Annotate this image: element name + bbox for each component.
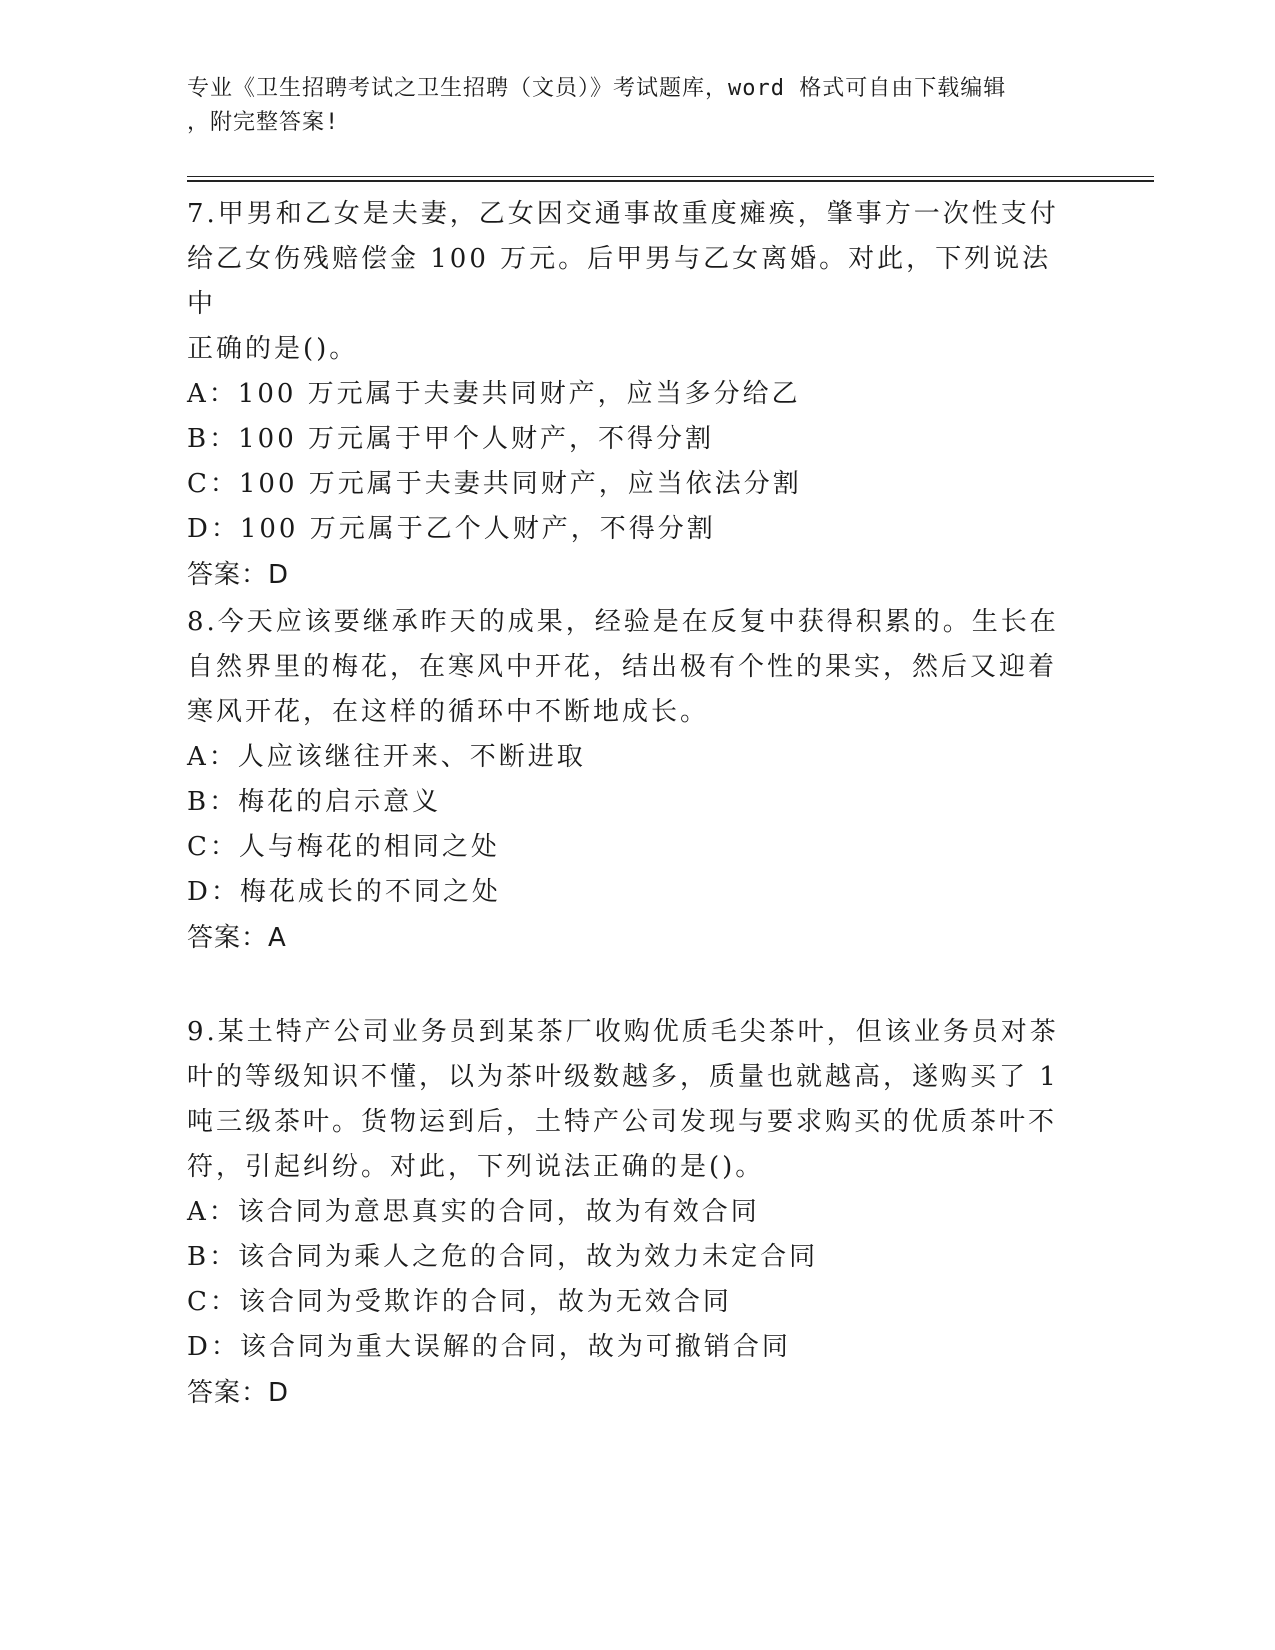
- question-8-stem-line-2: 自然界里的梅花，在寒风中开花，结出极有个性的果实，然后又迎着: [187, 652, 1058, 682]
- question-7-stem-line-2: 给乙女伤残赔偿金 100 万元。后甲男与乙女离婚。对此，下列说法中: [187, 244, 1052, 319]
- question-8-stem-line-3: 寒风开花，在这样的循环中不断地成长。: [187, 697, 710, 727]
- question-7-option-c: C：100 万元属于夫妻共同财产，应当依法分割: [187, 469, 802, 499]
- page-header: [187, 72, 1067, 140]
- question-7-option-b: B：100 万元属于甲个人财产，不得分割: [187, 424, 714, 454]
- header-rule-thick: [187, 180, 1154, 182]
- question-7-option-a: A：100 万元属于夫妻共同财产，应当多分给乙: [187, 379, 801, 409]
- question-9-stem-line-1: 9.某土特产公司业务员到某茶厂收购优质毛尖茶叶，但该业务员对茶: [187, 1017, 1059, 1047]
- question-8-stem-line-1: 8.今天应该要继承昨天的成果，经验是在反复中获得积累的。生长在: [187, 607, 1059, 637]
- question-9-stem-line-2: 叶的等级知识不懂，以为茶叶级数越多，质量也就越高，遂购买了 1: [187, 1062, 1059, 1092]
- question-8-answer: 答案：A: [187, 923, 287, 953]
- question-8-option-b: B：梅花的启示意义: [187, 787, 442, 817]
- question-9-stem-line-4: 符，引起纠纷。对此，下列说法正确的是()。: [187, 1152, 765, 1182]
- question-9-stem-line-3: 吨三级茶叶。货物运到后，土特产公司发现与要求购买的优质茶叶不: [187, 1107, 1058, 1137]
- question-8-option-d: D：梅花成长的不同之处: [187, 877, 501, 907]
- question-9-option-c: C：该合同为受欺诈的合同，故为无效合同: [187, 1287, 732, 1317]
- question-7-stem-line-1: 7.甲男和乙女是夫妻，乙女因交通事故重度瘫痪，肇事方一次性支付: [187, 199, 1059, 229]
- question-7-stem-line-3: 正确的是()。: [187, 334, 359, 364]
- header-line-1: 专业《卫生招聘考试之卫生招聘（文员）》考试题库，word 格式可自由下载编辑: [187, 76, 1007, 101]
- question-9-answer: 答案：D: [187, 1378, 290, 1408]
- question-8-option-a: A：人应该继往开来、不断进取: [187, 742, 586, 772]
- header-rule-thin: [187, 176, 1154, 177]
- question-8: [187, 600, 1067, 961]
- question-7-option-d: D：100 万元属于乙个人财产，不得分割: [187, 514, 716, 544]
- question-7-answer: 答案：D: [187, 560, 290, 590]
- question-8-option-c: C：人与梅花的相同之处: [187, 832, 500, 862]
- question-7: [187, 192, 1067, 598]
- header-line-2: ，附完整答案!: [187, 110, 340, 135]
- question-9-option-b: B：该合同为乘人之危的合同，故为效力未定合同: [187, 1242, 819, 1272]
- question-9: [187, 1010, 1067, 1416]
- question-9-option-d: D：该合同为重大误解的合同，故为可撤销合同: [187, 1332, 791, 1362]
- question-9-option-a: A：该合同为意思真实的合同，故为有效合同: [187, 1197, 760, 1227]
